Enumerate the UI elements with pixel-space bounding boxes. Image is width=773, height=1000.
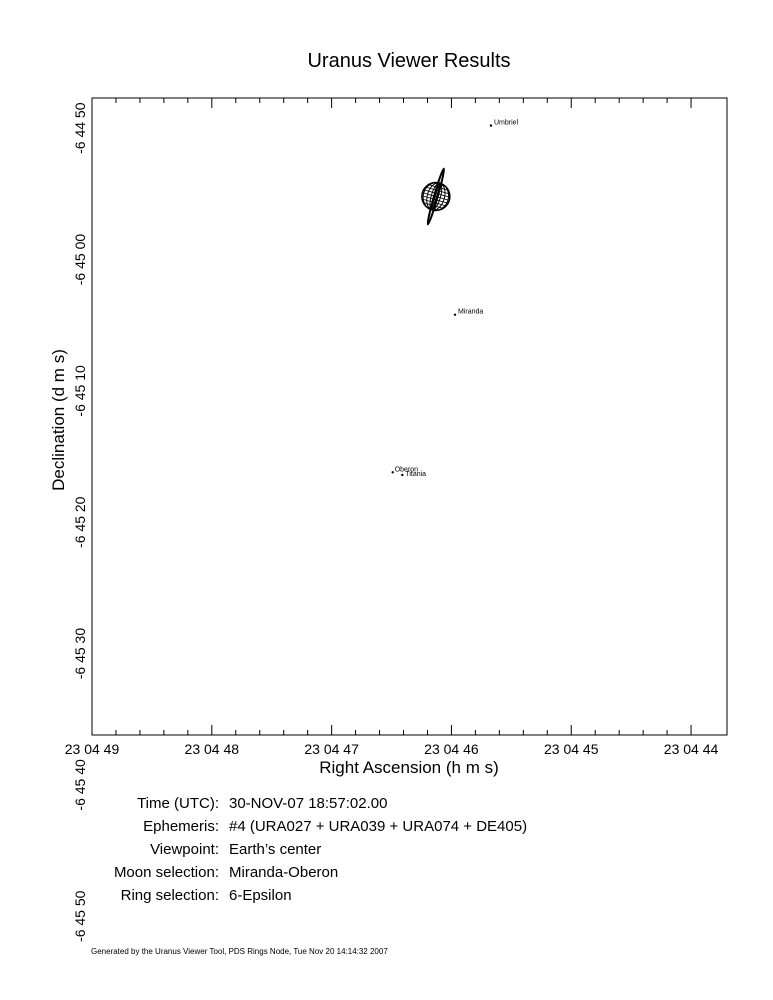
y-axis-label: Declination (d m s) (49, 349, 68, 491)
y-tick-label: -6 45 40 (72, 759, 88, 811)
x-tick-label: 23 04 49 (64, 741, 120, 757)
info-row (0, 887, 773, 909)
info-value: 30-NOV-07 18:57:02.00 (229, 795, 388, 812)
info-value: #4 (URA027 + URA039 + URA074 + DE405) (229, 818, 528, 835)
info-row (0, 795, 773, 817)
x-tick-label: 23 04 46 (424, 741, 479, 757)
footer-credit: Generated by the Uranus Viewer Tool, PDS Rings Node, Tue Nov 20 14:14:32 2007 (91, 947, 388, 956)
moon-points (392, 120, 519, 478)
y-tick-label: -6 45 50 (72, 890, 88, 942)
axis-ticks (92, 98, 691, 735)
moon-label: Umbriel (493, 119, 519, 127)
x-axis-label: Right Ascension (h m s) (319, 758, 499, 777)
info-label: Ephemeris: (143, 818, 219, 835)
info-value: 6-Epsilon (229, 887, 292, 904)
info-label: Viewpoint: (150, 841, 219, 858)
info-label: Moon selection: (113, 864, 219, 881)
moon-point (401, 474, 403, 476)
x-tick-labels (65, 741, 719, 757)
y-tick-label: -6 45 10 (72, 365, 88, 417)
moon-label: Oberon (394, 466, 419, 474)
y-tick-label: -6 44 50 (72, 102, 88, 154)
x-tick-label: 23 04 47 (304, 741, 359, 757)
x-tick-label: 23 04 48 (184, 741, 240, 757)
plot-frame (92, 98, 727, 735)
moon-point (392, 471, 394, 473)
uranus-planet-icon (419, 168, 453, 225)
x-tick-label: 23 04 44 (663, 741, 719, 757)
x-tick-label: 23 04 45 (543, 741, 599, 757)
info-row (0, 818, 773, 840)
info-row (0, 864, 773, 886)
moon-point (490, 124, 492, 126)
info-label: Ring selection: (120, 887, 219, 904)
info-row (0, 841, 773, 863)
y-tick-label: -6 45 30 (72, 627, 88, 680)
info-value: Miranda-Oberon (229, 864, 339, 881)
moon-point (454, 314, 456, 316)
info-value: Earth’s center (229, 841, 322, 858)
moon-label: Miranda (458, 308, 484, 316)
info-label: Time (UTC): (137, 795, 219, 812)
moon-label: Titania (405, 470, 427, 478)
chart-title: Uranus Viewer Results (307, 50, 511, 72)
y-tick-label: -6 45 20 (72, 496, 88, 548)
y-tick-label: -6 45 00 (72, 233, 88, 286)
